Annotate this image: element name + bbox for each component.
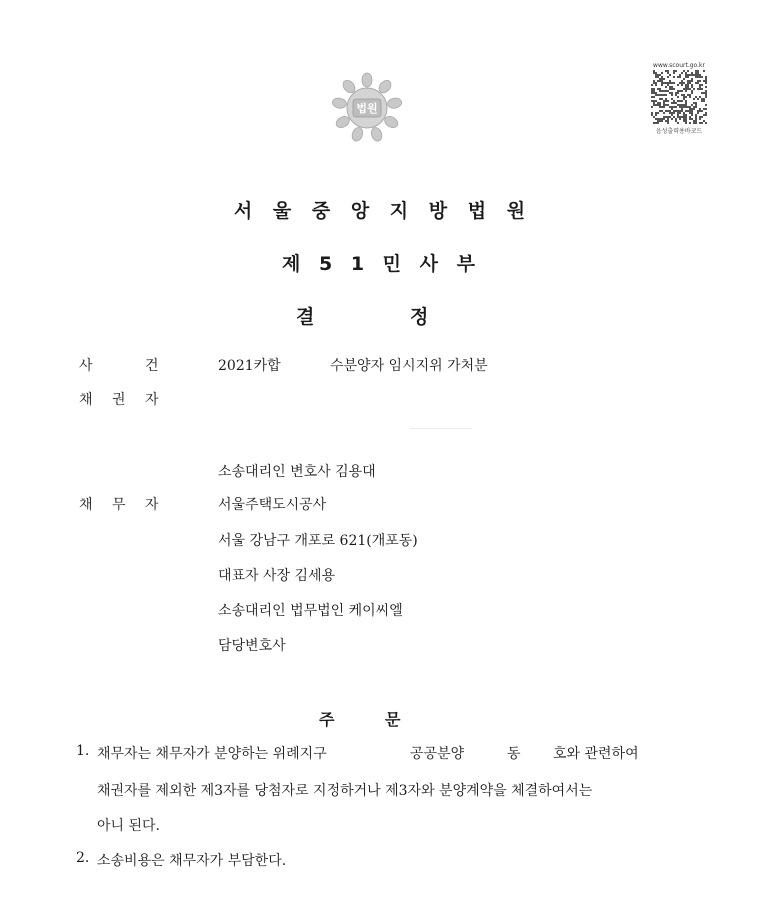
qr-caption: 음성출력용바코드 bbox=[655, 128, 703, 135]
order-item-1-segment-4: 호와 관련하여 bbox=[553, 746, 639, 762]
debtor-label-char-2: 무 bbox=[112, 497, 126, 513]
order-item-1-number: 1. bbox=[76, 743, 90, 759]
creditor-label-char-3: 자 bbox=[145, 392, 159, 408]
debtor-name: 서울주택도시공사 bbox=[218, 497, 327, 513]
case-title: 수분양자 임시지위 가처분 bbox=[330, 358, 488, 374]
case-label-char-2: 건 bbox=[145, 358, 159, 374]
creditor-label-char-1: 채 bbox=[79, 392, 93, 408]
order-item-1-segment-3: 동 bbox=[507, 746, 521, 762]
order-item-1-segment-1: 채무자는 채무자가 분양하는 위례지구 bbox=[97, 746, 327, 762]
court-name: 서 울 중 앙 지 방 법 원 bbox=[233, 200, 533, 222]
order-title-char-1: 주 bbox=[319, 710, 335, 729]
debtor-representative: 대표자 사장 김세용 bbox=[218, 568, 336, 584]
order-item-2-number: 2. bbox=[76, 850, 90, 866]
debtor-attorney: 담당변호사 bbox=[218, 638, 286, 654]
court-seal-emblem bbox=[331, 72, 403, 144]
division-name: 제 5 1 민 사 부 bbox=[282, 253, 481, 275]
case-number: 2021카합 bbox=[218, 358, 281, 374]
creditor-attorney: 소송대리인 변호사 김용대 bbox=[218, 464, 376, 480]
debtor-label-char-3: 자 bbox=[145, 497, 159, 513]
order-item-1-line-3: 아니 된다. bbox=[97, 818, 160, 834]
doc-type-char-1: 결 bbox=[296, 306, 315, 328]
order-item-1-line-2: 채권자를 제외한 제3자를 당첨자로 지정하거나 제3자와 분양계약을 체결하여서는 bbox=[97, 783, 593, 799]
debtor-label-char-1: 채 bbox=[79, 497, 93, 513]
order-item-1-segment-2: 공공분양 bbox=[410, 746, 465, 762]
qr-url: www.scourt.go.kr bbox=[653, 62, 705, 69]
redaction-mark bbox=[410, 428, 472, 429]
debtor-law-firm: 소송대리인 법무법인 케이씨엘 bbox=[218, 603, 403, 619]
creditor-label-char-2: 권 bbox=[112, 392, 126, 408]
debtor-address: 서울 강남구 개포로 621(개포동) bbox=[218, 533, 418, 549]
qr-barcode bbox=[651, 70, 707, 124]
doc-type-char-2: 정 bbox=[410, 306, 429, 328]
order-title-char-2: 문 bbox=[385, 710, 401, 729]
case-label-char-1: 사 bbox=[79, 358, 93, 374]
seal-text: 법원 bbox=[356, 102, 378, 115]
order-item-2-text: 소송비용은 채무자가 부담한다. bbox=[97, 853, 287, 869]
